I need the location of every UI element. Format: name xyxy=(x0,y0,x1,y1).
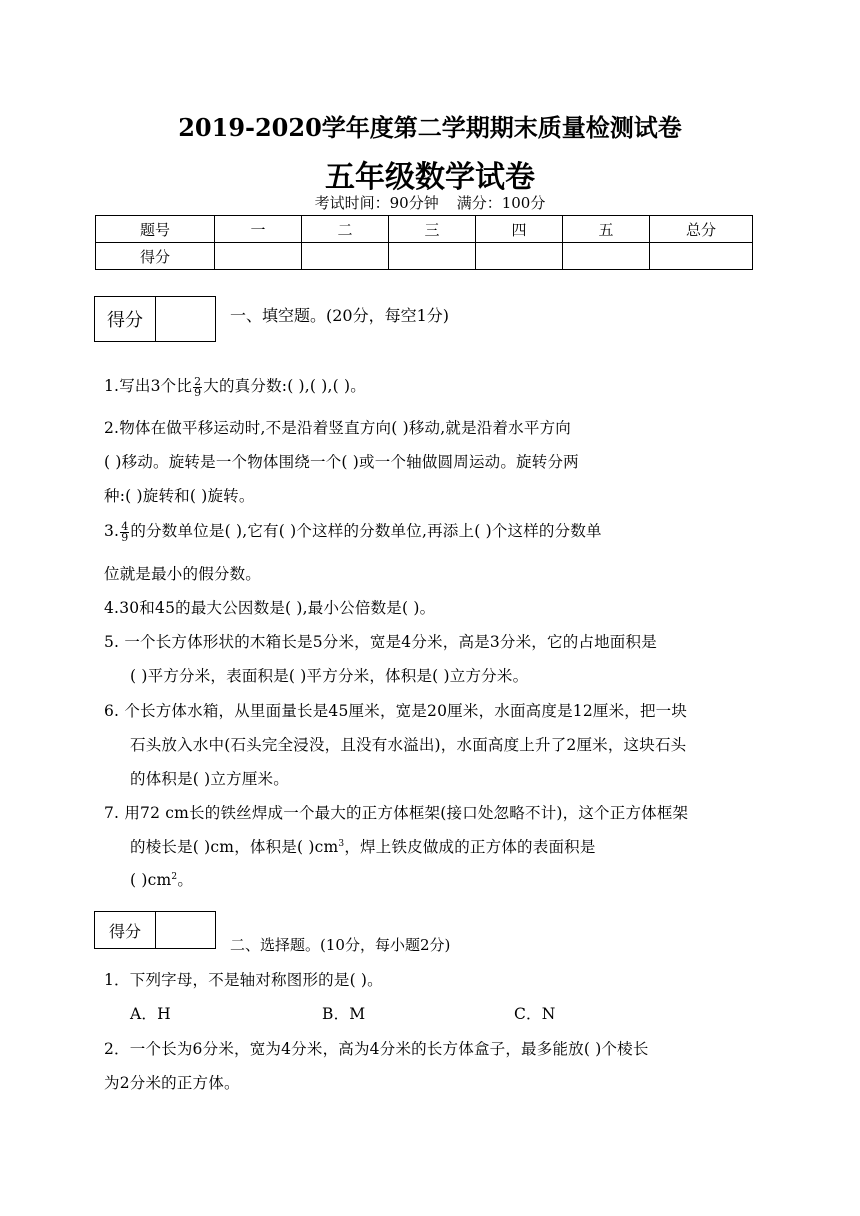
score-input-cell[interactable] xyxy=(650,243,753,270)
choice-question-1: 1．下列字母，不是轴对称图形的是( )。 xyxy=(104,971,383,989)
score-input-cell[interactable] xyxy=(302,243,389,270)
question-text: 大的真分数:( ),( ),( )。 xyxy=(203,377,367,395)
score-box-label: 得分 xyxy=(95,912,156,948)
score-table xyxy=(95,215,753,270)
score-box-label: 得分 xyxy=(95,297,156,341)
score-table-cell: 二 xyxy=(302,216,389,243)
exam-title: 2019-2020学年度第二学期期末质量检测试卷 xyxy=(178,113,682,142)
section1-heading: 一、填空题。(20分，每空1分) xyxy=(230,306,450,325)
question-6-line-1: 6. 个长方体水箱，从里面量长是45厘米，宽是20厘米，水面高度是12厘米，把一块 xyxy=(104,702,688,720)
question-text: 。 xyxy=(177,871,194,889)
full-score: 满分：100分 xyxy=(456,194,546,212)
question-text: 的棱长是( )cm，体积是( )cm xyxy=(130,838,339,856)
question-5-line-2: ( )平方分米，表面积是( )平方分米，体积是( )立方分米。 xyxy=(130,667,529,685)
question-7-line-1: 7. 用72 cm长的铁丝焊成一个最大的正方体框架(接口处忽略不计)，这个正方体框架 xyxy=(104,804,689,822)
exam-time: 考试时间：90分钟 xyxy=(314,194,439,212)
score-table-cell: 题号 xyxy=(96,216,215,243)
section2-score-box xyxy=(94,911,216,949)
score-table-score-row xyxy=(96,243,753,270)
score-table-cell: 五 xyxy=(563,216,650,243)
question-text: ，焊上铁皮做成的正方体的表面积是 xyxy=(344,838,596,856)
question-7-line-3 xyxy=(130,868,193,890)
question-3-line-2: 位就是最小的假分数。 xyxy=(104,565,262,583)
score-table-cell: 总分 xyxy=(650,216,753,243)
superscript: 2 xyxy=(171,871,178,882)
question-2-line-2: ( )移动。旋转是一个物体围绕一个( )或一个轴做圆周运动。旋转分两 xyxy=(104,453,579,471)
fraction: $\frac{2}{9}$ xyxy=(194,374,202,399)
score-table-cell: 得分 xyxy=(96,243,215,270)
score-table-cell: 四 xyxy=(476,216,563,243)
score-input-cell[interactable] xyxy=(215,243,302,270)
question-3-line-1 xyxy=(104,519,602,543)
superscript: 3 xyxy=(338,838,345,849)
question-1 xyxy=(104,374,366,398)
score-box-blank[interactable] xyxy=(156,297,215,341)
question-7-line-2 xyxy=(130,835,596,857)
question-6-line-3: 的体积是( )立方厘米。 xyxy=(130,770,289,788)
section2-heading: 二、选择题。(10分，每小题2分) xyxy=(230,936,451,954)
question-4: 4.30和45的最大公因数是( ),最小公倍数是( )。 xyxy=(104,599,436,617)
score-table-header-row xyxy=(96,216,753,243)
score-table-cell: 一 xyxy=(215,216,302,243)
exam-info xyxy=(0,192,860,213)
choice-option-c: C．N xyxy=(514,1005,556,1023)
question-2-line-1: 2.物体在做平移运动时,不是沿着竖直方向( )移动,就是沿着水平方向 xyxy=(104,419,571,437)
fraction: $\frac{4}{9}$ xyxy=(121,519,129,544)
section1-score-box xyxy=(94,296,216,342)
score-input-cell[interactable] xyxy=(563,243,650,270)
question-6-line-2: 石头放入水中(石头完全浸没，且没有水溢出)，水面高度上升了2厘米，这块石头 xyxy=(130,736,687,754)
choice-question-2-line-1: 2．一个长为6分米，宽为4分米，高为4分米的长方体盒子，最多能放( )个棱长 xyxy=(104,1040,649,1058)
question-5-line-1: 5. 一个长方体形状的木箱长是5分米，宽是4分米，高是3分米，它的占地面积是 xyxy=(104,633,657,651)
subject-title: 五年级数学试卷 xyxy=(325,160,535,195)
choice-question-2-line-2: 为2分米的正方体。 xyxy=(104,1074,240,1092)
score-input-cell[interactable] xyxy=(476,243,563,270)
question-text: 的分数单位是( ),它有( )个这样的分数单位,再添上( )个这样的分数单 xyxy=(130,522,602,540)
score-table-cell: 三 xyxy=(389,216,476,243)
score-box-blank[interactable] xyxy=(156,912,215,948)
question-2-line-3: 种:( )旋转和( )旋转。 xyxy=(104,487,255,505)
score-input-cell[interactable] xyxy=(389,243,476,270)
question-text: ( )cm xyxy=(130,871,172,889)
choice-option-b: B．M xyxy=(322,1005,366,1023)
choice-option-a: A．H xyxy=(130,1005,171,1023)
question-text: 3. xyxy=(104,522,120,540)
question-text: 1.写出3个比 xyxy=(104,377,193,395)
